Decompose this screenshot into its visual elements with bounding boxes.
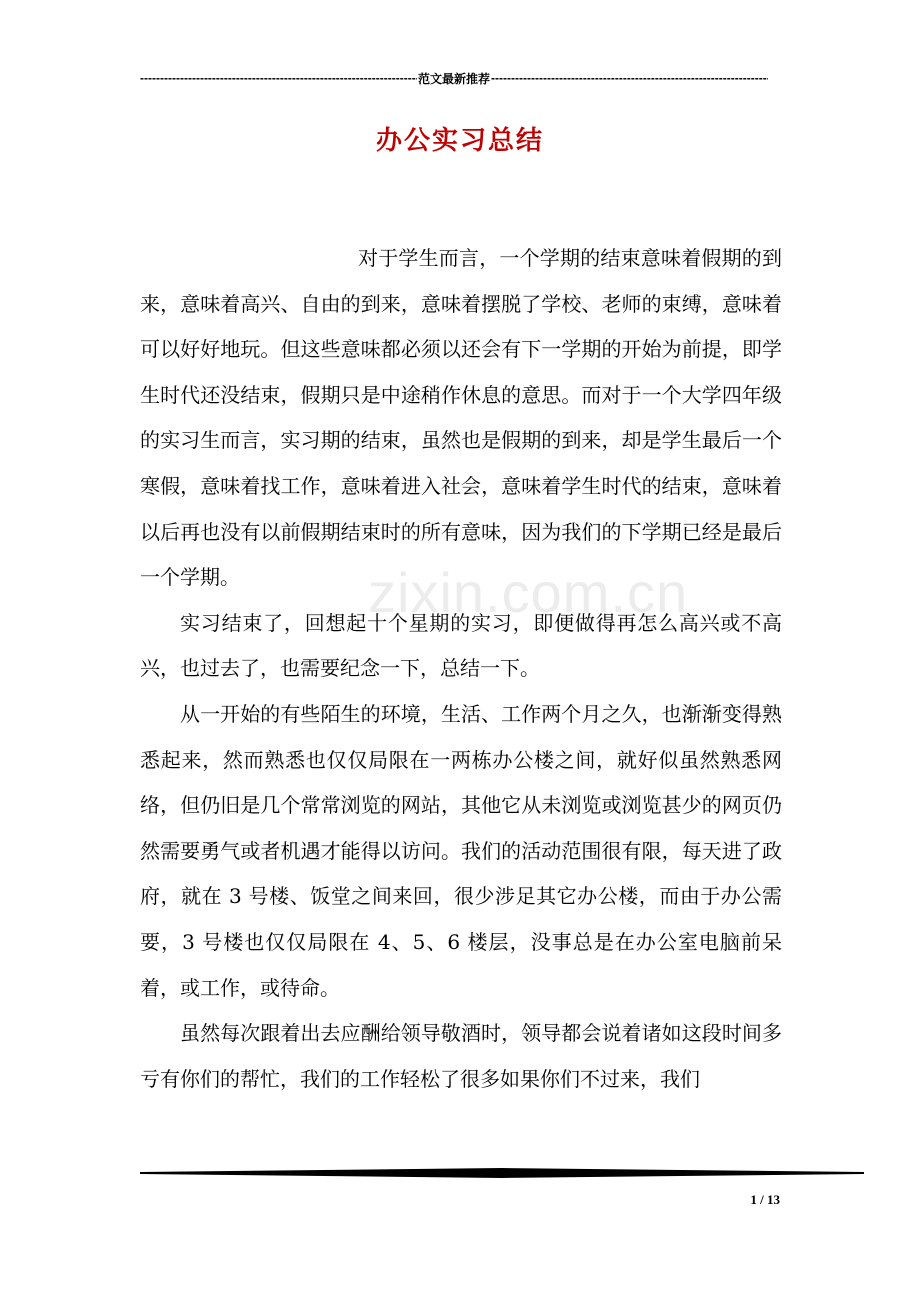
page-number: 1 / 13 (750, 1192, 780, 1207)
footer-rule (140, 1168, 864, 1178)
paragraph: 对于学生而言，一个学期的结束意味着假期的到来，意味着高兴、自由的到来，意味着摆脱了学校、老师的束缚，意味着可以好好地玩。但这些意味都必须以还会有下一学期的开始为前提，即学生时代还没结束，假期只是中途稍作休息的意思。而对于一个大学四年级的实习生而言，实习期的结束，虽然也是假期的到来，却是学生最后一个寒假，意味着找工作，意味着进入社会，意味着学生时代的结束，意味着以后再也没有以前假期结束时的所有意味，因为我们的下学期已经是最后一个学期。 (140, 246, 782, 590)
document-title: 办公实习总结 (375, 126, 544, 156)
paragraph: 虽然每次跟着出去应酬给领导敬酒时，领导都会说着诸如这段时间多亏有你们的帮忙，我们的工作轻松了很多如果你们不过来，我们 (140, 1021, 782, 1091)
document-body (140, 236, 782, 1102)
watermark: zixin.com.cn (368, 561, 689, 624)
page-header (140, 68, 768, 88)
header-label: 范文最新推荐 (418, 71, 491, 86)
paragraph: 实习结束了，回想起十个星期的实习，即便做得再怎么高兴或不高兴，也过去了，也需要纪念一下，总结一下。 (140, 610, 782, 681)
header-dash-left (140, 71, 417, 85)
header-dash-right (491, 71, 768, 85)
paragraph: 从一开始的有些陌生的环境，生活、工作两个月之久，也渐渐变得熟悉起来，然而熟悉也仅仅局限在一两栋办公楼之间，就好似虽然熟悉网络，但仍旧是几个常常浏览的网站，其他它从未浏览或浏览甚少的网页仍然需要勇气或者机遇才能得以访问。我们的活动范围很有限，每天进了政府，就在 3 号楼、饭堂之间来回，很少涉足其它办公楼，而由于办公需要，3 号楼也仅仅局限在 4、5、6 楼层，没事总是在办公室电脑前呆着，或工作，或待命。 (140, 701, 782, 1000)
